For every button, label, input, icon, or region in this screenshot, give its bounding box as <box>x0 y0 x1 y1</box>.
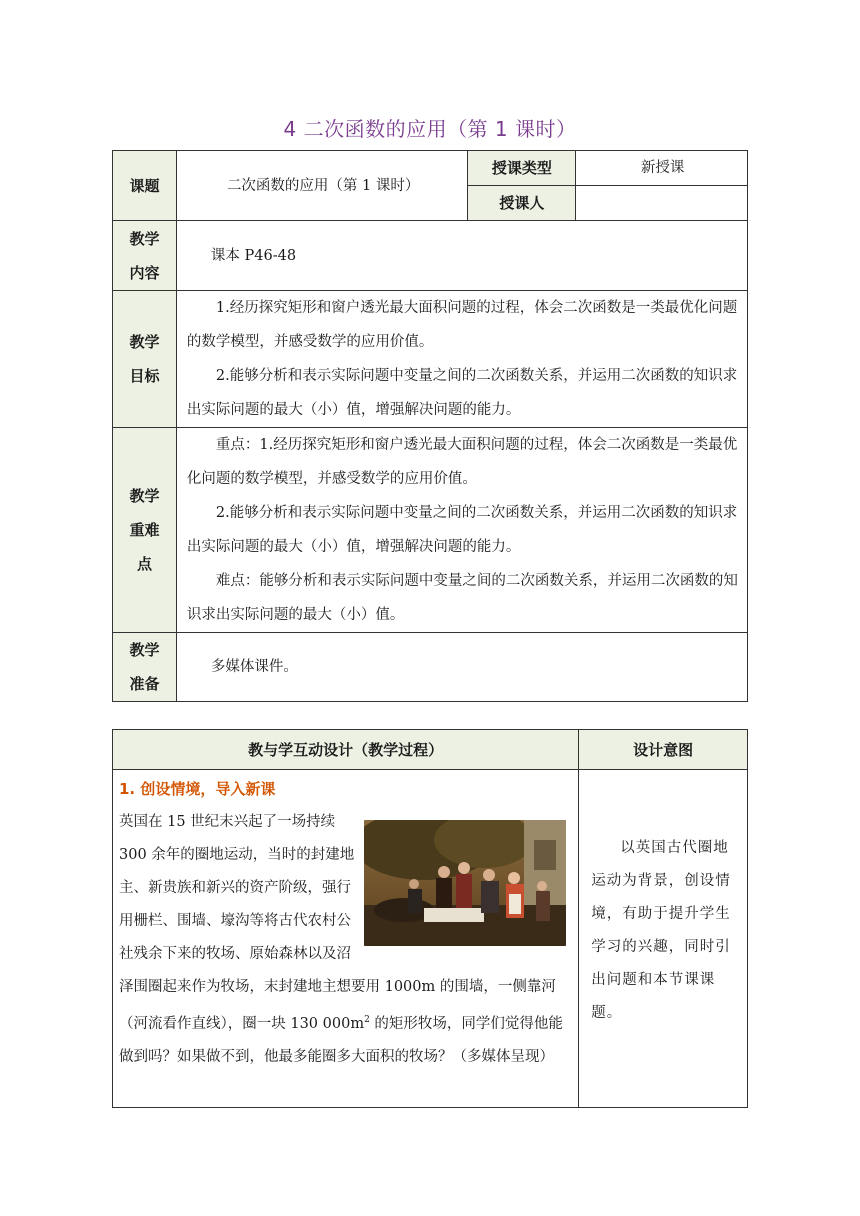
key-paragraph-1: 重点：1.经历探究矩形和窗户透光最大面积问题的过程，体会二次函数是一类最优化问题的数学模型，并感受数学的应用价值。 <box>186 437 738 487</box>
key-paragraph-2: 2.能够分析和表示实际问题中变量之间的二次函数关系，并运用二次函数的知识求出实际问题的最大（小）值，增强解决问题的能力。 <box>186 505 738 555</box>
content-label <box>113 221 177 291</box>
key-points-text <box>176 428 747 633</box>
lesson-type-value: 新授课 <box>576 151 748 186</box>
content-value: 课本 P46-48 <box>176 221 747 291</box>
goal-label-line1: 教学 <box>129 333 160 351</box>
prep-label-line1: 教学 <box>129 641 160 659</box>
teacher-value <box>576 186 748 221</box>
prep-label <box>113 633 177 702</box>
enclosure-painting <box>364 820 566 946</box>
process-header: 教与学互动设计（教学过程） <box>113 730 579 770</box>
lesson-type-label: 授课类型 <box>468 151 576 186</box>
key-paragraph-3: 难点：能够分析和表示实际问题中变量之间的二次函数关系，并运用二次函数的知识求出实际问题的最大（小）值。 <box>186 573 738 623</box>
key-label-line3: 点 <box>136 555 152 573</box>
content-label-line1: 教学 <box>129 229 160 248</box>
key-label-line2: 重难 <box>129 521 160 539</box>
key-points-label <box>113 428 177 633</box>
intent-text: 以英国古代圈地运动为背景，创设情境，有助于提升学生学习的兴趣，同时引出问题和本节课课题。 <box>579 770 748 1108</box>
goal-paragraph-1: 1.经历探究矩形和窗户透光最大面积问题的过程，体会二次函数是一类最优化问题的数学模型，并感受数学的应用价值。 <box>186 300 738 350</box>
intro-superscript: 2 <box>364 1015 370 1025</box>
intro-tail: 的矩形牧场，同学们觉得他能做到吗？如果做不到，他最多能圈多大面积的牧场？（多媒体呈现） <box>119 1015 563 1065</box>
intent-header: 设计意图 <box>579 730 748 770</box>
page-title: 4 二次函数的应用（第 1 课时） <box>283 117 577 141</box>
goal-label <box>113 291 177 428</box>
goal-text <box>176 291 747 428</box>
painting-image <box>364 820 566 946</box>
intro-text: 英国在 15 世纪末兴起了一场持续 300 余年的圈地运动，当时的封建地主、新贵族和新兴的资产阶级，强行用栅栏、围墙、壕沟等将古代农村公社残余下来的牧场、原始森林以及沼泽围圈起来作为牧场，末封建地主想要用 1000m 的围墙，一侧靠河（河流看作直线），圈一块 130 000m <box>119 814 556 1032</box>
content-label-line2: 内容 <box>129 263 160 282</box>
section-title: 1. 创设情境，导入新课 <box>119 780 276 798</box>
lesson-info-table <box>112 150 748 702</box>
process-cell <box>113 770 579 1108</box>
key-label-line1: 教学 <box>129 487 160 505</box>
topic-label: 课题 <box>113 151 177 221</box>
teacher-label: 授课人 <box>468 186 576 221</box>
goal-label-line2: 目标 <box>129 367 160 385</box>
goal-paragraph-2: 2.能够分析和表示实际问题中变量之间的二次函数关系，并运用二次函数的知识求出实际问题的最大（小）值，增强解决问题的能力。 <box>186 368 738 418</box>
prep-label-line2: 准备 <box>129 675 160 693</box>
topic-value: 二次函数的应用（第 1 课时） <box>176 151 468 221</box>
prep-value: 多媒体课件。 <box>176 633 747 702</box>
teaching-process-table <box>112 729 748 1108</box>
